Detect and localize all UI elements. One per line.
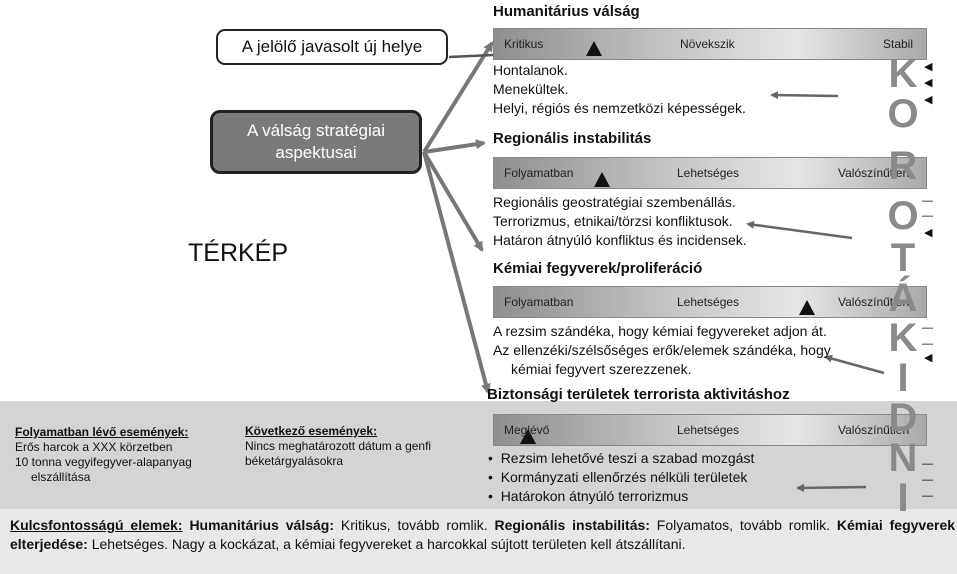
key-part-text: Folyamatos, tovább romlik.: [649, 517, 837, 533]
scale-label-right: Valószínűtlen: [838, 166, 910, 180]
item-text: Rezsim lehetővé teszi a szabad mozgást: [500, 450, 755, 466]
scale-label-mid: Növekszik: [680, 37, 735, 51]
key-elements-label: Kulcsfontosságú elemek:: [10, 517, 183, 533]
trend-stable-icon: —: [922, 490, 933, 502]
item-text: Hontalanok.: [493, 62, 568, 78]
status-marker-triangle: [520, 429, 536, 444]
indicator-letter: K: [888, 316, 918, 360]
scale-label-right: Valószínűtlen: [838, 423, 910, 437]
key-part-label: Humanitárius válság:: [189, 517, 335, 533]
ongoing-events-heading: Folyamatban lévő események:: [15, 425, 189, 439]
scale-security: [493, 414, 927, 446]
indicator-letter: K: [888, 52, 918, 96]
trend-left-icon: ◀: [924, 352, 933, 364]
upcoming-events: [245, 424, 475, 469]
scale-label-left: Kritikus: [504, 37, 544, 51]
strategic-aspects-label: A válság stratégiai aspektusai: [247, 121, 385, 162]
indicator-letter: O: [887, 194, 919, 238]
scale-regional: [493, 157, 927, 189]
indicator-arrow-4: [798, 487, 866, 488]
indicator-letter: N: [888, 436, 918, 480]
item-text: Helyi, régiós és nemzetközi képességek.: [493, 100, 746, 116]
trend-left-icon: ◀: [924, 77, 933, 89]
ongoing-events: [15, 425, 235, 485]
item-text: Határon átnyúló konfliktus és incidensek.: [493, 232, 747, 248]
key-part-label: Kémiai fegyverek elterjedése:: [10, 517, 956, 552]
item-text: Határokon átnyúló terrorizmus: [500, 488, 689, 504]
indicator-letter: I: [897, 356, 909, 400]
item-text: Az ellenzéki/szélsőséges erők/elemek szándéka, hogy: [493, 342, 831, 358]
ongoing-event-item: 10 tonna vegyifegyver-alapanyag: [15, 455, 192, 469]
bullet-item: • Rezsim lehetővé teszi a szabad mozgást: [488, 450, 755, 466]
item-text: Terrorizmus, etnikai/törzsi konfliktusok.: [493, 213, 733, 229]
indicator-letter: T: [890, 236, 916, 280]
key-part-text: Lehetséges. Nagy a kockázat, a kémiai fegyvereket a harcokkal sújtott területen kell átszállítani.: [87, 536, 686, 552]
scale-label-mid: Lehetséges: [677, 166, 740, 180]
indicator-letter: Á: [888, 276, 918, 320]
indicator-arrow-1: [772, 95, 838, 96]
trend-stable-icon: —: [922, 458, 933, 470]
bullet-item: • Kormányzati ellenőrzés nélküli területek: [488, 469, 748, 485]
trend-stable-icon: —: [922, 474, 933, 486]
trend-left-icon: ◀: [924, 61, 933, 73]
item-text: A rezsim szándéka, hogy kémiai fegyvereket adjon át.: [493, 323, 827, 339]
scale-label-right: Stabil: [883, 37, 914, 51]
scale-chemical: [493, 286, 927, 318]
new-marker-place-box: [216, 29, 448, 65]
trend-left-icon: ◀: [924, 94, 933, 106]
key-elements-text: [10, 516, 955, 554]
trend-stable-icon: —: [922, 195, 933, 207]
section-title-chemical: Kémiai fegyverek/proliferáció: [493, 260, 703, 277]
indicator-letter: O: [887, 92, 919, 136]
key-part-text: Kritikus, tovább romlik.: [334, 517, 495, 533]
section-title-security: Biztonsági területek terrorista aktivitáshoz: [487, 386, 790, 403]
indicator-arrow-3: [826, 357, 884, 373]
scale-label-right: Valószínűtlen: [838, 295, 910, 309]
scale-label-mid: Lehetséges: [677, 295, 740, 309]
trend-stable-icon: —: [922, 210, 933, 222]
map-label: TÉRKÉP: [188, 239, 289, 267]
arrow-to-chemical: [424, 152, 482, 250]
indicator-letter: D: [888, 396, 918, 440]
section-title-regional: Regionális instabilitás: [493, 130, 652, 147]
upcoming-event-item: béketárgyalásokra: [245, 454, 344, 468]
indicator-letter: R: [888, 144, 918, 188]
bullet-item: • Határokon átnyúló terrorizmus: [488, 488, 689, 504]
ongoing-event-item: Erős harcok a XXX körzetben: [15, 440, 173, 454]
arrow-to-regional: [424, 143, 484, 152]
item-text: kémiai fegyvert szerezzenek.: [511, 361, 692, 377]
status-marker-triangle: [594, 172, 610, 187]
section-title-humanitarian: Humanitárius válság: [493, 3, 640, 20]
strategic-aspects-box: [210, 110, 422, 174]
item-text: Menekültek.: [493, 81, 569, 97]
arrow-to-security: [424, 152, 488, 392]
key-part-label: Regionális instabilitás:: [494, 517, 650, 533]
ongoing-event-item: elszállítása: [31, 470, 91, 484]
upcoming-event-item: Nincs meghatározott dátum a genfi: [245, 439, 432, 453]
trend-stable-icon: —: [922, 338, 933, 350]
status-marker-triangle: [799, 300, 815, 315]
trend-stable-icon: —: [922, 322, 933, 334]
indicator-letter: I: [897, 476, 909, 520]
scale-humanitarian: [493, 28, 927, 60]
upcoming-events-heading: Következő események:: [245, 424, 378, 438]
scale-label-left: Meglévő: [504, 423, 550, 437]
item-text: Regionális geostratégiai szembenállás.: [493, 194, 736, 210]
status-marker-triangle: [586, 41, 602, 56]
item-text: Kormányzati ellenőrzés nélküli területek: [500, 469, 748, 485]
scale-label-left: Folyamatban: [504, 295, 574, 309]
indicator-arrow-2: [748, 224, 852, 238]
scale-label-mid: Lehetséges: [677, 423, 740, 437]
trend-left-icon: ◀: [924, 227, 933, 239]
new-marker-place-label: A jelölő javasolt új helye: [241, 37, 423, 56]
scale-label-left: Folyamatban: [504, 166, 574, 180]
